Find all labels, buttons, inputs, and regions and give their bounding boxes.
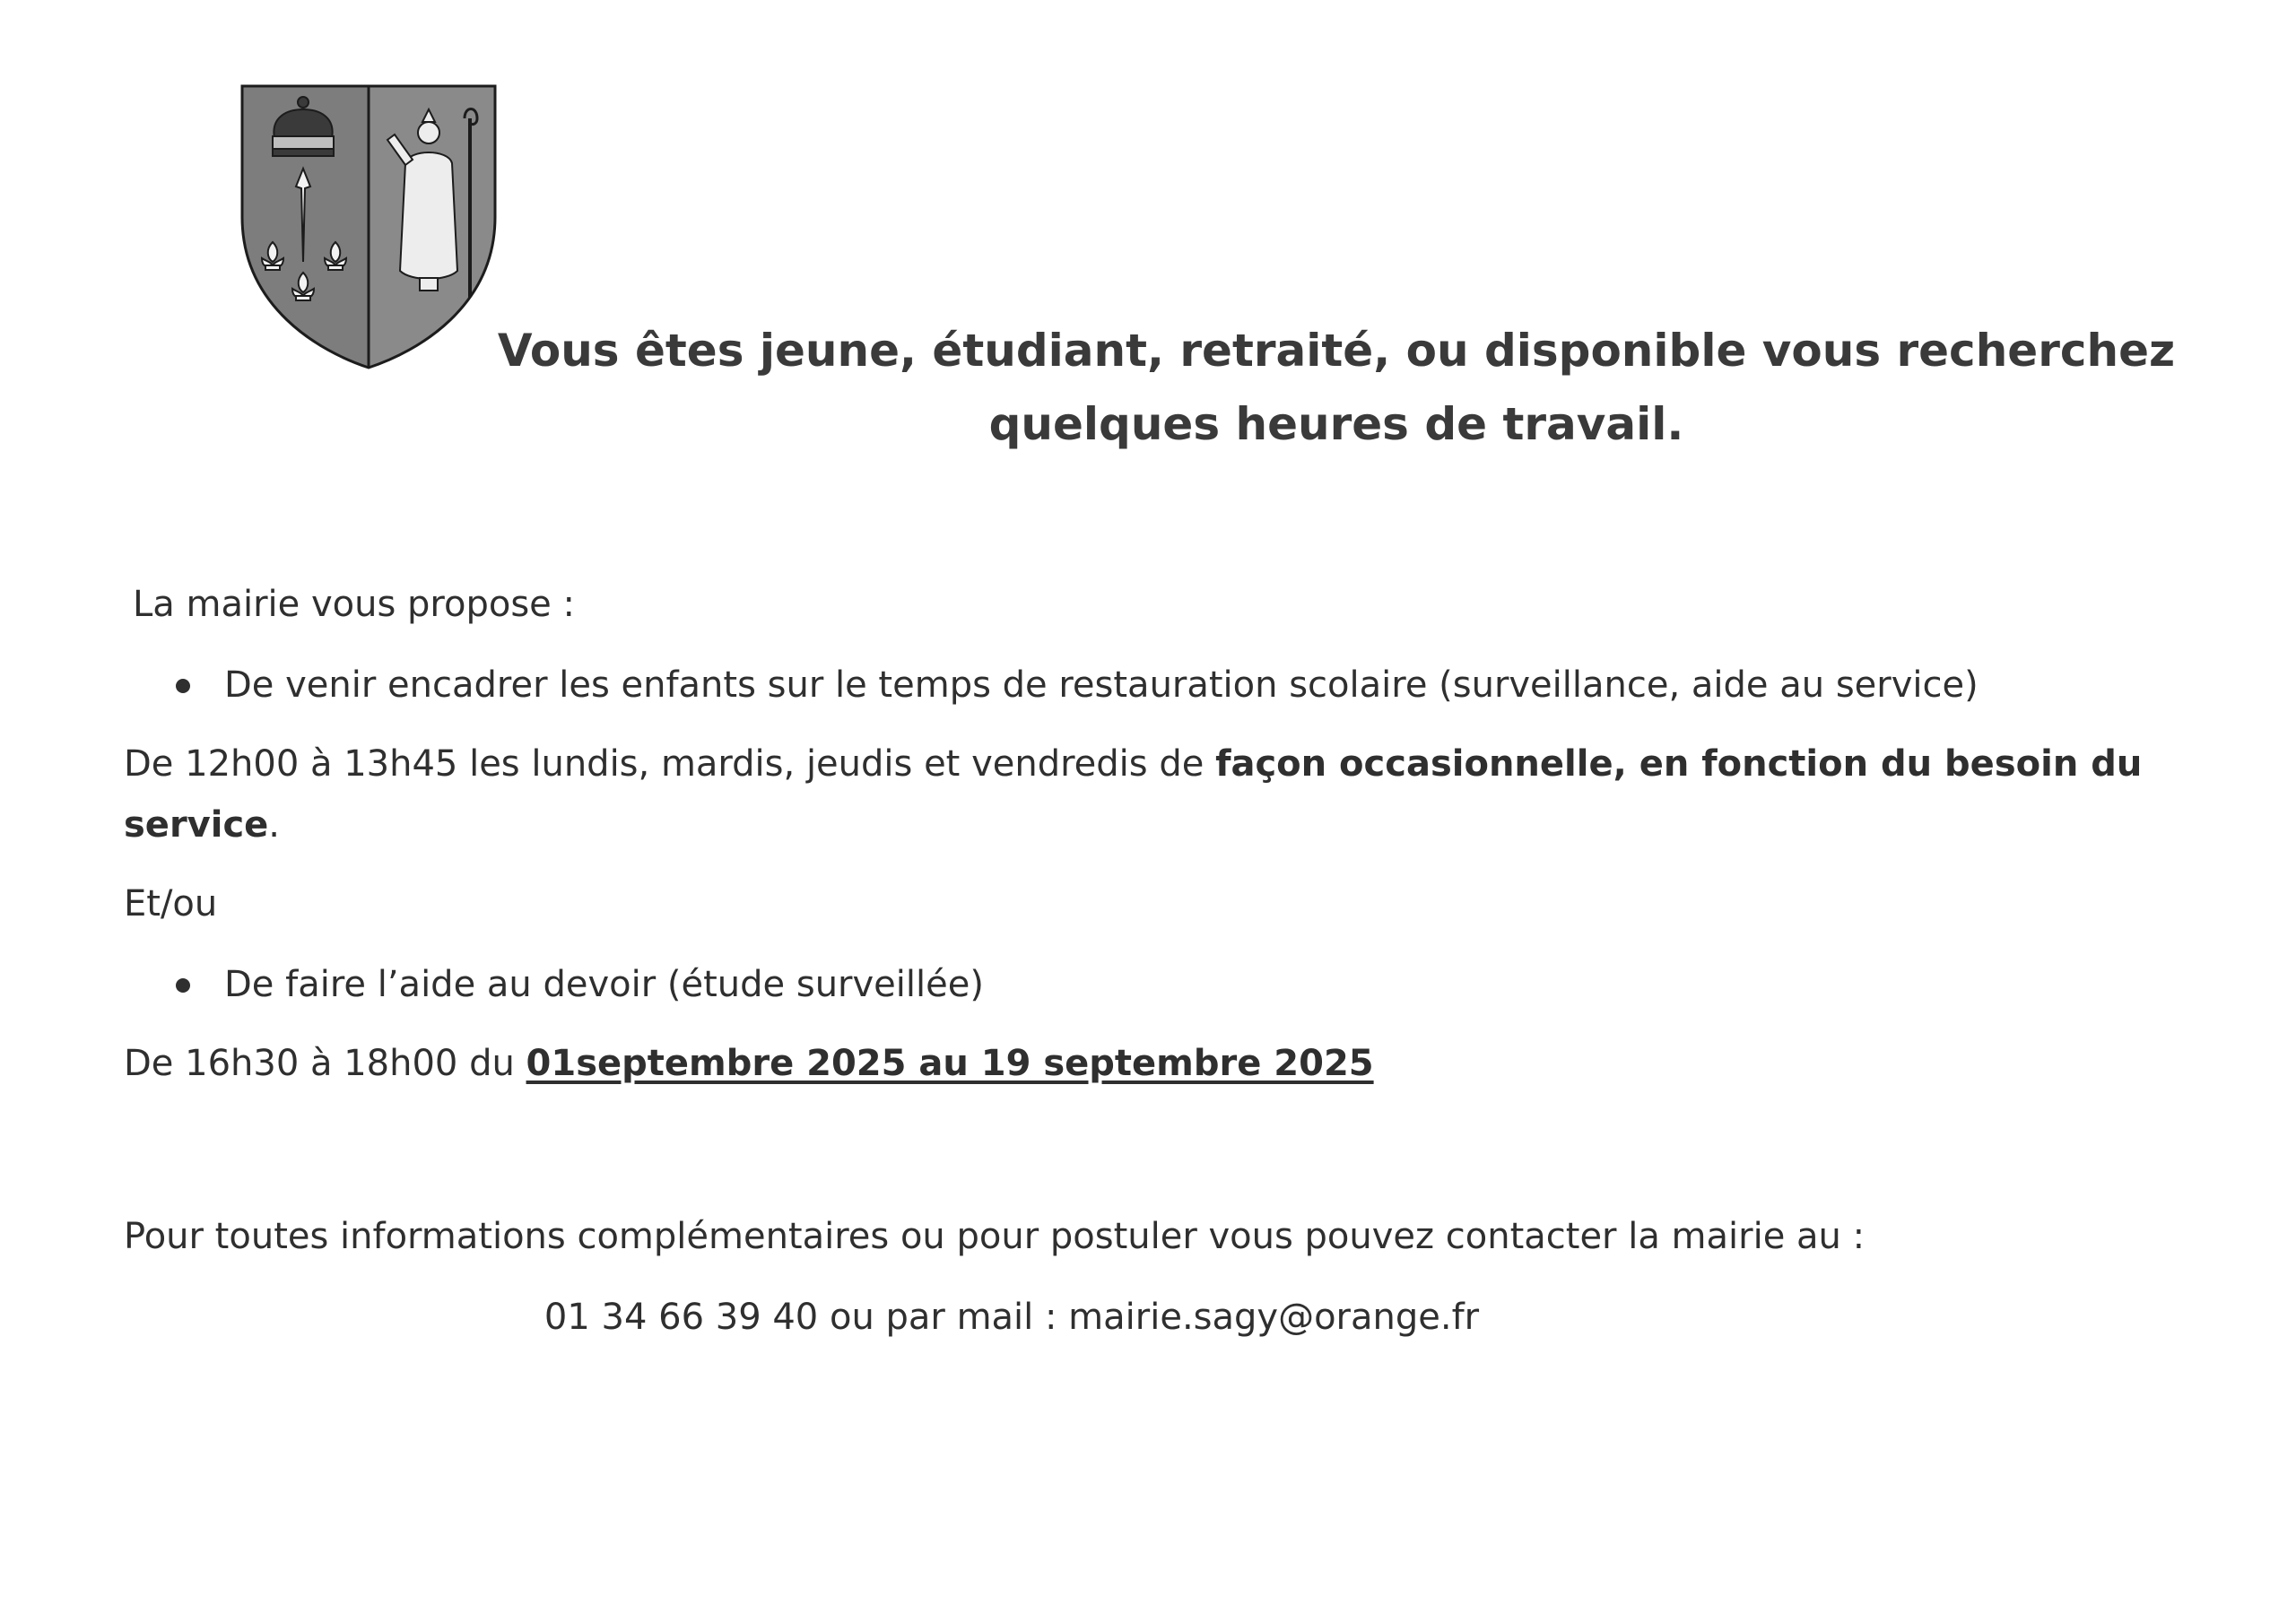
bullet-dot-icon xyxy=(176,978,190,993)
contact-details: 01 34 66 39 40 ou par mail : mairie.sagy@orange.fr xyxy=(544,1297,1480,1338)
offer-bullet-text: De faire l’aide au devoir (étude surveillée) xyxy=(224,964,984,1005)
homework-schedule xyxy=(124,1033,2187,1094)
schedule-dates: 01septembre 2025 au 19 septembre 2025 xyxy=(526,1043,1374,1084)
headline xyxy=(484,314,2188,461)
headline-line-1: Vous êtes jeune, étudiant, retraité, ou disponible vous recherchez xyxy=(497,325,2176,377)
offer-bullet-canteen xyxy=(124,655,2187,716)
contact-text: Pour toutes informations complémentaires ou pour postuler vous pouvez contacter la mairie au : xyxy=(124,1216,1866,1257)
offer-bullet-homework xyxy=(124,954,2187,1015)
schedule-text: De 16h30 à 18h00 du xyxy=(124,1043,526,1084)
municipal-crest-icon xyxy=(239,82,499,369)
schedule-text: De 12h00 à 13h45 les lundis, mardis, jeudis et vendredis de xyxy=(124,743,1216,785)
headline-line-2: quelques heures de travail. xyxy=(988,398,1684,450)
schedule-suffix: . xyxy=(268,804,281,846)
bullet-dot-icon xyxy=(176,679,190,693)
intro-text: La mairie vous propose : xyxy=(133,584,575,625)
schedule-bold-text: façon occasionnelle, en fonction du besoin du service xyxy=(124,743,2143,846)
separator-text: Et/ou xyxy=(124,883,218,924)
offer-bullet-text: De venir encadrer les enfants sur le temps de restauration scolaire (surveillance, aide au service) xyxy=(224,664,1979,706)
canteen-schedule xyxy=(124,733,2187,855)
announcement-body xyxy=(124,574,2187,1348)
